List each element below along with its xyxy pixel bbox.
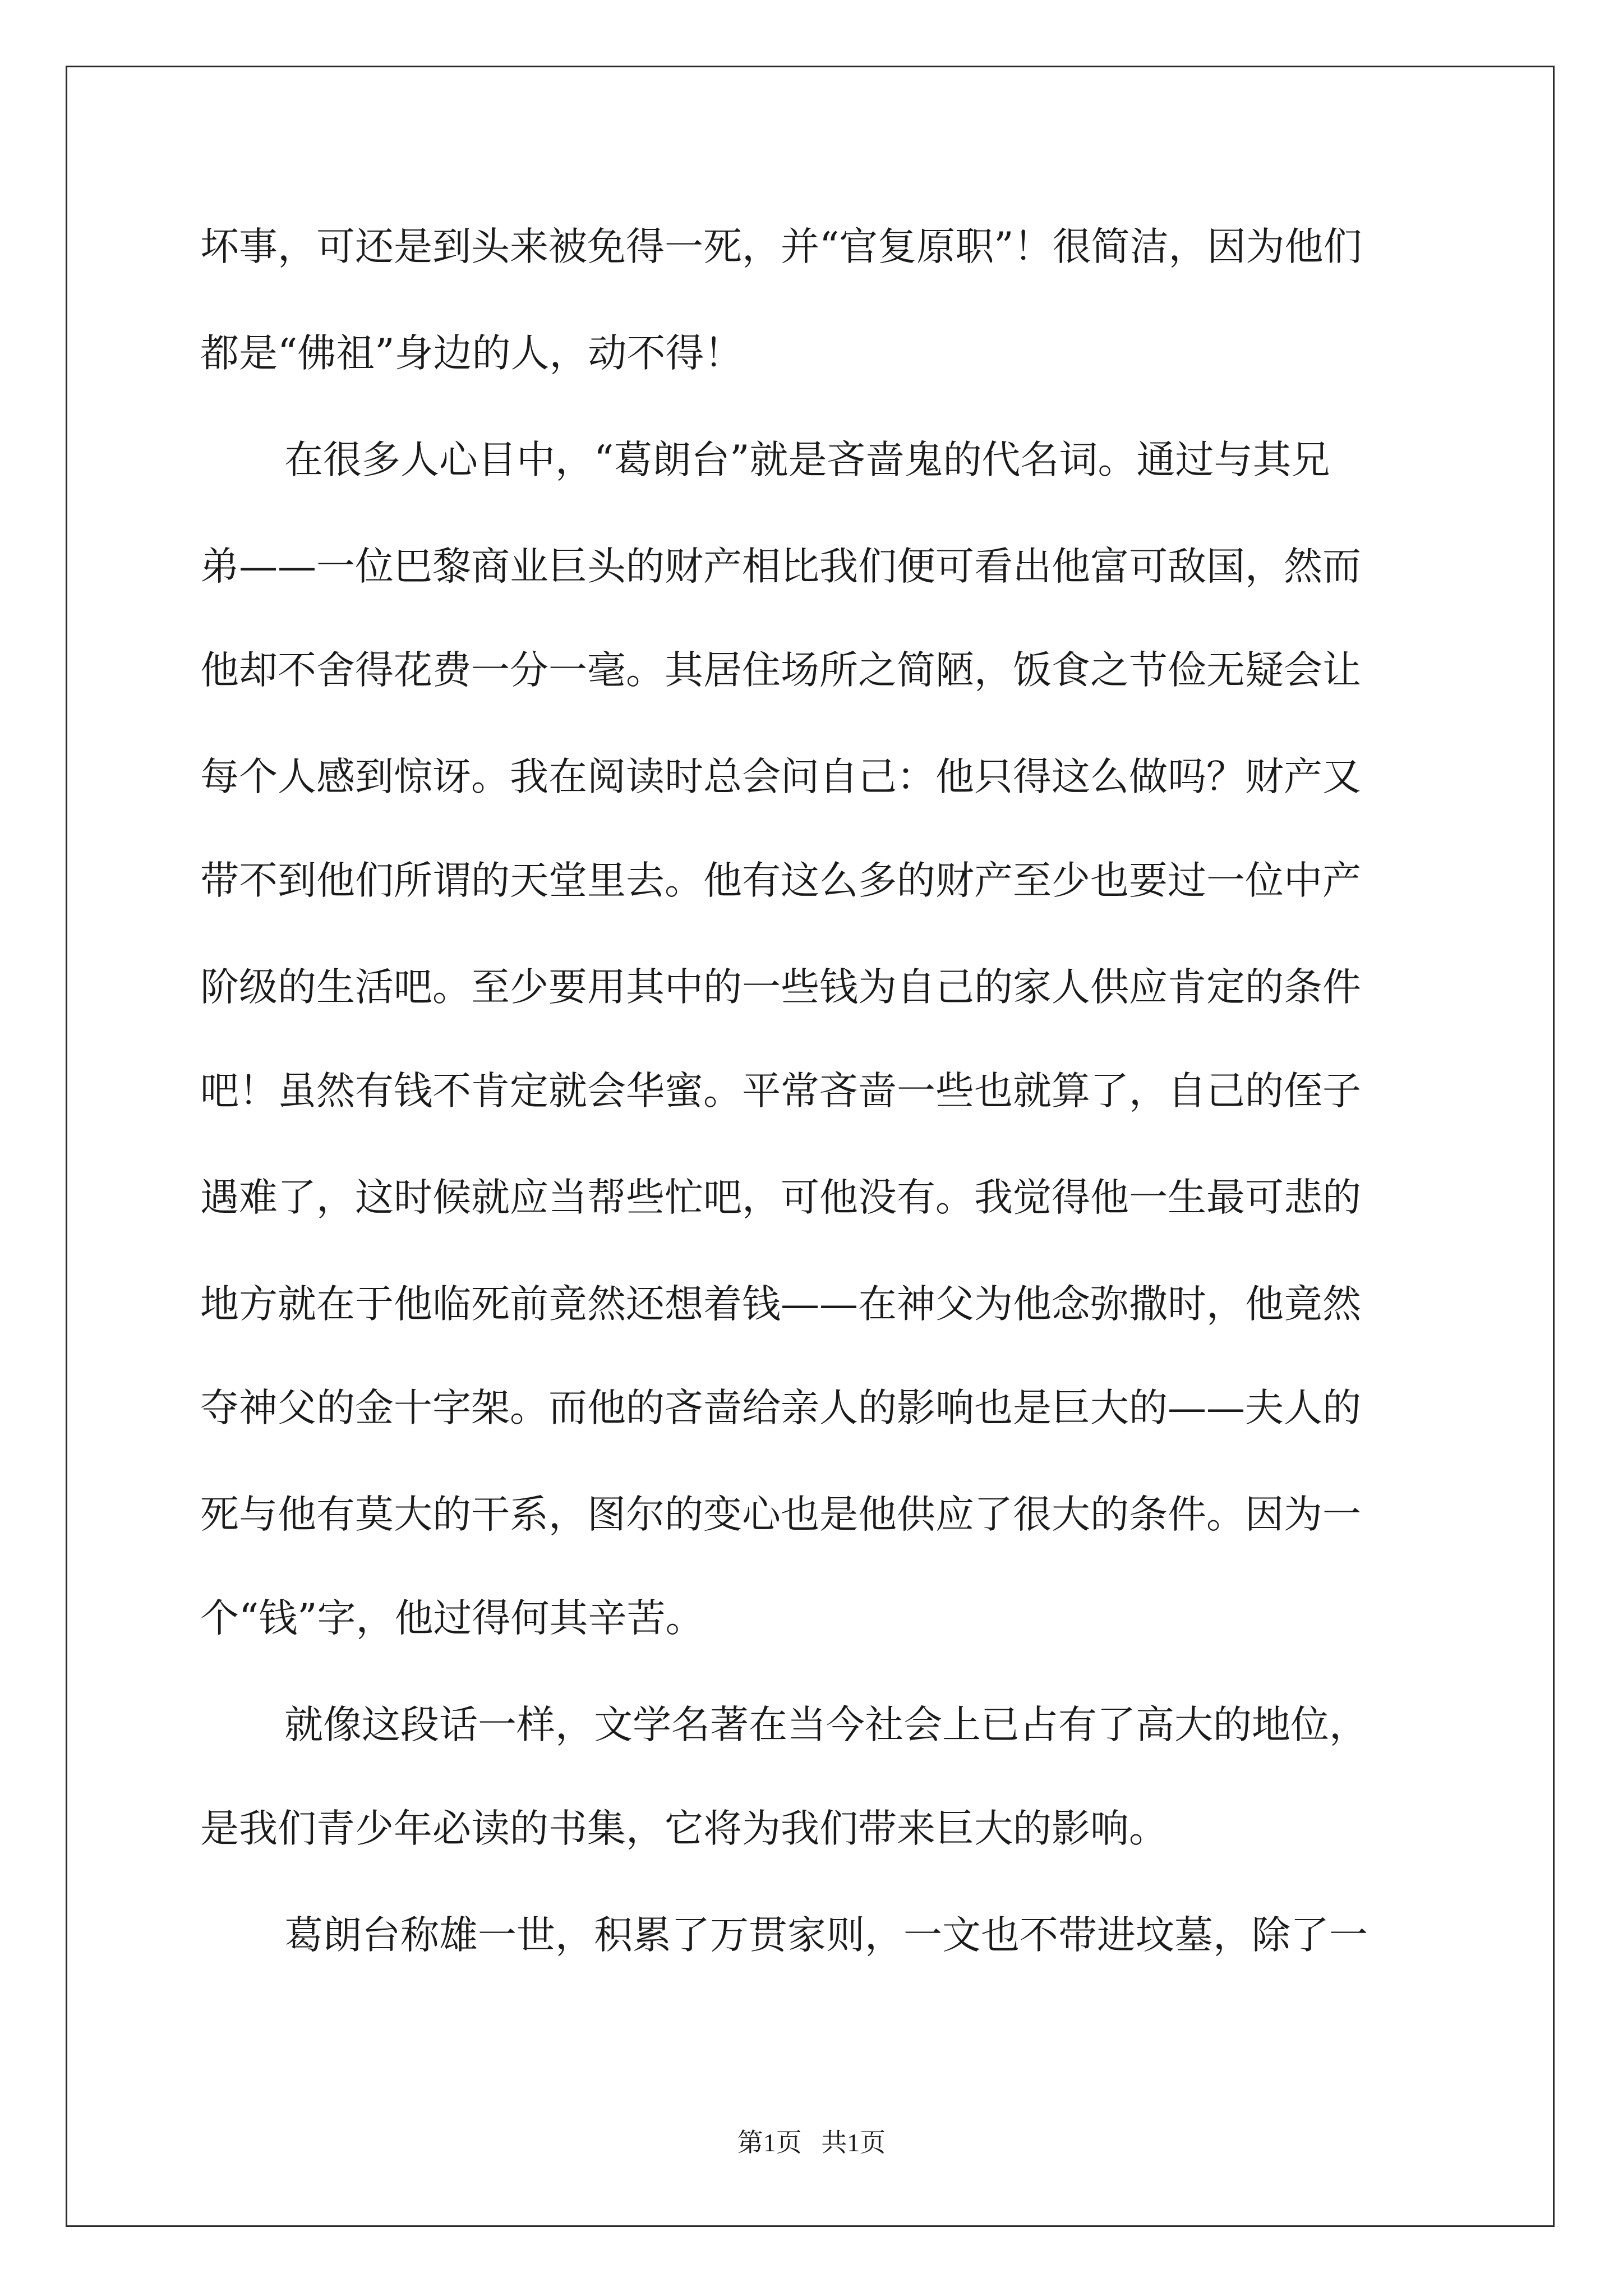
text-line: 遇难了，这时候就应当帮些忙吧，可他没有。我觉得他一生最可悲的 [200,1175,1361,1220]
text-line: 是我们青少年必读的书集，它将为我们带来巨大的影响。 [200,1806,1168,1851]
paragraph-start-line: 就像这段话一样，文学名著在当今社会上已占有了高大的地位， [284,1703,1368,1747]
paragraph-start-line: 在很多人心目中，“葛朗台”就是吝啬鬼的代名词。通过与其兄 [284,438,1330,482]
text-line: 死与他有莫大的干系，图尔的变心也是他供应了很大的条件。因为一 [200,1492,1361,1537]
text-line: 弟——一位巴黎商业巨头的财产相比我们便可看出他富可敌国，然而 [200,544,1361,589]
paragraph-start-line: 葛朗台称雄一世，积累了万贯家则，一文也不带进坟墓，除了一 [284,1913,1368,1958]
text-line: 都是“佛祖”身边的人，动不得！ [200,331,743,376]
text-line: 阶级的生活吧。至少要用其中的一些钱为自己的家人供应肯定的条件 [200,965,1361,1010]
text-line: 坏事，可还是到头来被免得一死，并“官复原职”！很简洁，因为他们 [200,224,1362,269]
text-line: 地方就在于他临死前竟然还想着钱——在神父为他念弥撒时，他竟然 [200,1282,1361,1327]
page-total: 共1页 [821,2128,886,2157]
text-line: 带不到他们所谓的天堂里去。他有这么多的财产至少也要过一位中产 [200,858,1361,903]
text-line: 个“钱”字，他过得何其辛苦。 [200,1596,704,1641]
text-line: 每个人感到惊讶。我在阅读时总会问自己：他只得这么做吗？财产又 [200,754,1361,799]
text-line: 他却不舍得花费一分一毫。其居住场所之简陋，饭食之节俭无疑会让 [200,648,1361,693]
page-footer [0,2126,1623,2160]
text-line: 吧！虽然有钱不肯定就会华蜜。平常吝啬一些也就算了，自己的侄子 [200,1069,1361,1114]
page-number: 第1页 [737,2128,802,2157]
text-line: 夺神父的金十字架。而他的吝啬给亲人的影响也是巨大的——夫人的 [200,1386,1361,1430]
